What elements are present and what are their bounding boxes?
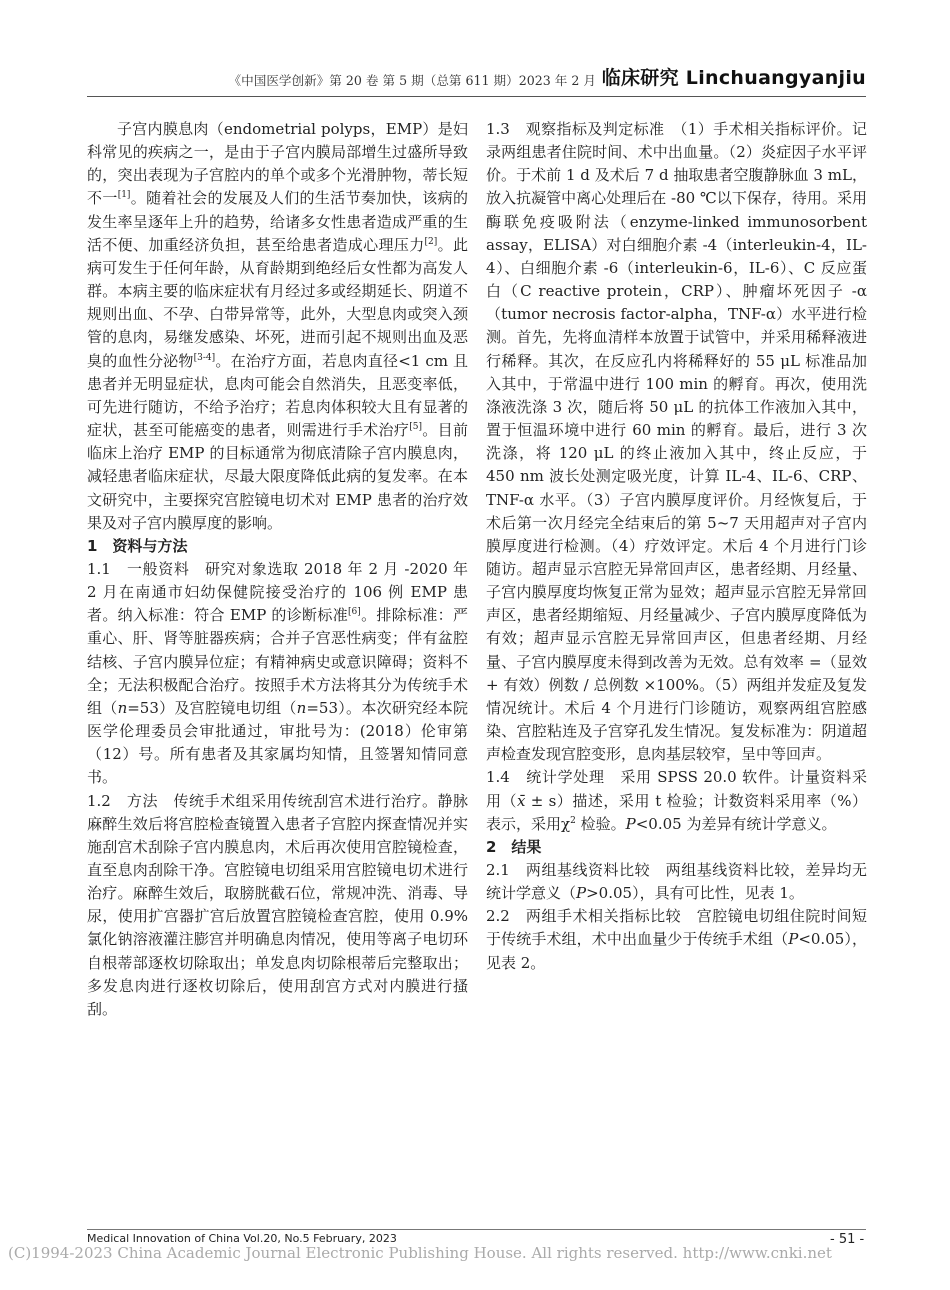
citation: [3-4] [193, 352, 216, 363]
footer-journal: Medical Innovation of China Vol.20, No.5 February, 2023 [87, 1232, 397, 1245]
subsection-1-1: 1.1 一般资料 研究对象选取 2018 年 2 月 -2020 年 2 月在南通市妇幼保健院接受治疗的 106 例 EMP 患者。纳入标准：符合 EMP 的诊断标准[6]。排除标准：严重心、肝、肾等脏器疾病；合并子宫恶性病变；伴有盆腔结核、子宫内膜异位症；有精神病史或意识障碍；资料不全；无法积极配合治疗。按照手术方法将其分为传统手术组（n=53）及宫腔镜电切组（n=53）。本次研究经本院医学伦理委员会审批通过，审批号为：(2018）伦审第（12）号。所有患者及其家属均知情，且签署知情同意书。 [87, 559, 468, 787]
journal-info: 《中国医学创新》第 20 卷 第 5 期（总第 611 期）2023 年 2 月 [228, 73, 596, 88]
citation: [1] [117, 190, 131, 201]
subsection-1-4: 1.4 统计学处理 采用 SPSS 20.0 软件。计量资料采用（x̄ ± s）描述，采用 t 检验；计数资料采用率（%）表示，采用$\chi^2$ 检验。P<0.05 为差异有统计学意义。 [486, 768, 867, 833]
citation: [6] [348, 607, 361, 618]
header-rule [87, 96, 866, 97]
right-column [486, 118, 867, 975]
footer-rule [87, 1229, 866, 1230]
subsection-2-2: 2.2 两组手术相关指标比较 宫腔镜电切组住院时间短于传统手术组，术中出血量少于传统手术组（P<0.05），见表 2。 [486, 907, 867, 972]
subsection-1-2: 1.2 方法 传统手术组采用传统刮宫术进行治疗。静脉麻醉生效后将宫腔检查镜置入患者子宫腔内探查情况并实施刮宫术刮除子宫内膜息肉，术后再次使用宫腔镜检查，直至息肉刮除干净。宫腔镜电切组采用宫腔镜电切术进行治疗。麻醉生效后，取膀胱截石位，常规冲洗、消毒、导尿，使用扩宫器扩宫后放置宫腔镜检查宫腔，使用 0.9% 氯化钠溶液灌注膨宫并明确息肉情况，使用等离子电切环自根蒂部逐枚切除取出；单发息肉切除根蒂后完整取出；多发息肉进行逐枚切除后，使用刮宫方式对内膜进行搔刮。 [87, 791, 468, 1018]
subsection-1-3: 1.3 观察指标及判定标准 （1）手术相关指标评价。记录两组患者住院时间、术中出血量。（2）炎症因子水平评价。于术前 1 d 及术后 7 d 抽取患者空腹静脉血 3 mL，放入抗凝管中离心处理后在 -80 ℃以下保存，待用。采用酶联免疫吸附法（enzyme-linked immunosorbent assay，ELISA）对白细胞介素 -4（interleukin-4，IL-4）、白细胞介素 -6（interleukin-6，IL-6）、C 反应蛋白（C reactive protein，CRP）、肿瘤坏死因子 -α（tumor necrosis factor-alpha，TNF-α）水平进行检测。首先，先将血清样本放置于试管中，并采用稀释液进行稀释。其次，在反应孔内将稀释好的 55 μL 标准品加入其中，于常温中进行 100 min 的孵育。再次，使用洗涤液洗涤 3 次，随后将 50 μL 的抗体工作液加入其中，置于恒温环境中进行 60 min 的孵育。最后，进行 3 次洗涤，将 120 μL 的终止液加入其中，终止反应，于 450 nm 波长处测定吸光度，计算 IL-4、IL-6、CRP、TNF-α 水平。（3）子宫内膜厚度评价。月经恢复后，于术后第一次月经完全结束后的第 5~7 天用超声对子宫内膜厚度进行检测。（4）疗效评定。术后 4 个月进行门诊随访。超声显示宫腔无异常回声区，患者经期、月经量、子宫内膜厚度均恢复正常为显效；超声显示宫腔无异常回声区，患者经期缩短、月经量减少、子宫内膜厚度降低为有效；超声显示宫腔无异常回声区，但患者经期、月经量、子宫内膜厚度未得到改善为无效。总有效率 =（显效 + 有效）例数 / 总例数 ×100%。（5）两组并发症及复发情况统计。术后 4 个月进行门诊随访，观察两组宫腔感染、宫腔粘连及子宫穿孔发生情况。复发标准为：阴道超声检查发现宫腔变形，息肉基层较窄，呈中等回声。 [486, 120, 867, 764]
section-label: 临床研究 Linchuangyanjiu [601, 67, 866, 89]
citation: [2] [424, 236, 438, 247]
copyright-watermark: (C)1994-2023 China Academic Journal Electronic Publishing House. All rights reserved. http://www.cnki.net [8, 1244, 832, 1262]
subsection-2-1: 2.1 两组基线资料比较 两组基线资料比较，差异均无统计学意义（P>0.05），具有可比性，见表 1。 [486, 861, 867, 903]
left-column [87, 118, 468, 1021]
page-header [0, 60, 866, 100]
intro-paragraph: 子宫内膜息肉（endometrial polyps，EMP）是妇科常见的疾病之一，是由于子宫内膜局部增生过盛所导致的，突出表现为子宫腔内的单个或多个光滑肿物，蒂长短不一[1]。随着社会的发展及人们的生活节奏加快，该病的发生率呈逐年上升的趋势，给诸多女性患者造成严重的生活不便、加重经济负担，甚至给患者造成心理压力[2]。此病可发生于任何年龄，从育龄期到绝经后女性都为高发人群。本病主要的临床症状有月经过多或经期延长、阴道不规则出血、不孕、白带异常等，此外，大型息肉或突入颈管的息肉，易继发感染、坏死，进而引起不规则出血及恶臭的血性分泌物[3-4]。在治疗方面，若息肉直径<1 cm 且患者并无明显症状，息肉可能会自然消失，且恶变率低，可先进行随访，不给予治疗；若息肉体积较大且有显著的症状，甚至可能癌变的患者，则需进行手术治疗[5]。目前临床上治疗 EMP 的目标通常为彻底清除子宫内膜息肉，减轻患者临床症状，尽最大限度降低此病的复发率。在本文研究中，主要探究宫腔镜电切术对 EMP 患者的治疗效果及对子宫内膜厚度的影响。 [87, 120, 468, 532]
citation: [5] [409, 422, 422, 433]
section-heading-methods: 1 资料与方法 [87, 536, 188, 555]
page-number: - 51 - [830, 1232, 865, 1247]
section-heading-results: 2 结果 [486, 837, 542, 856]
